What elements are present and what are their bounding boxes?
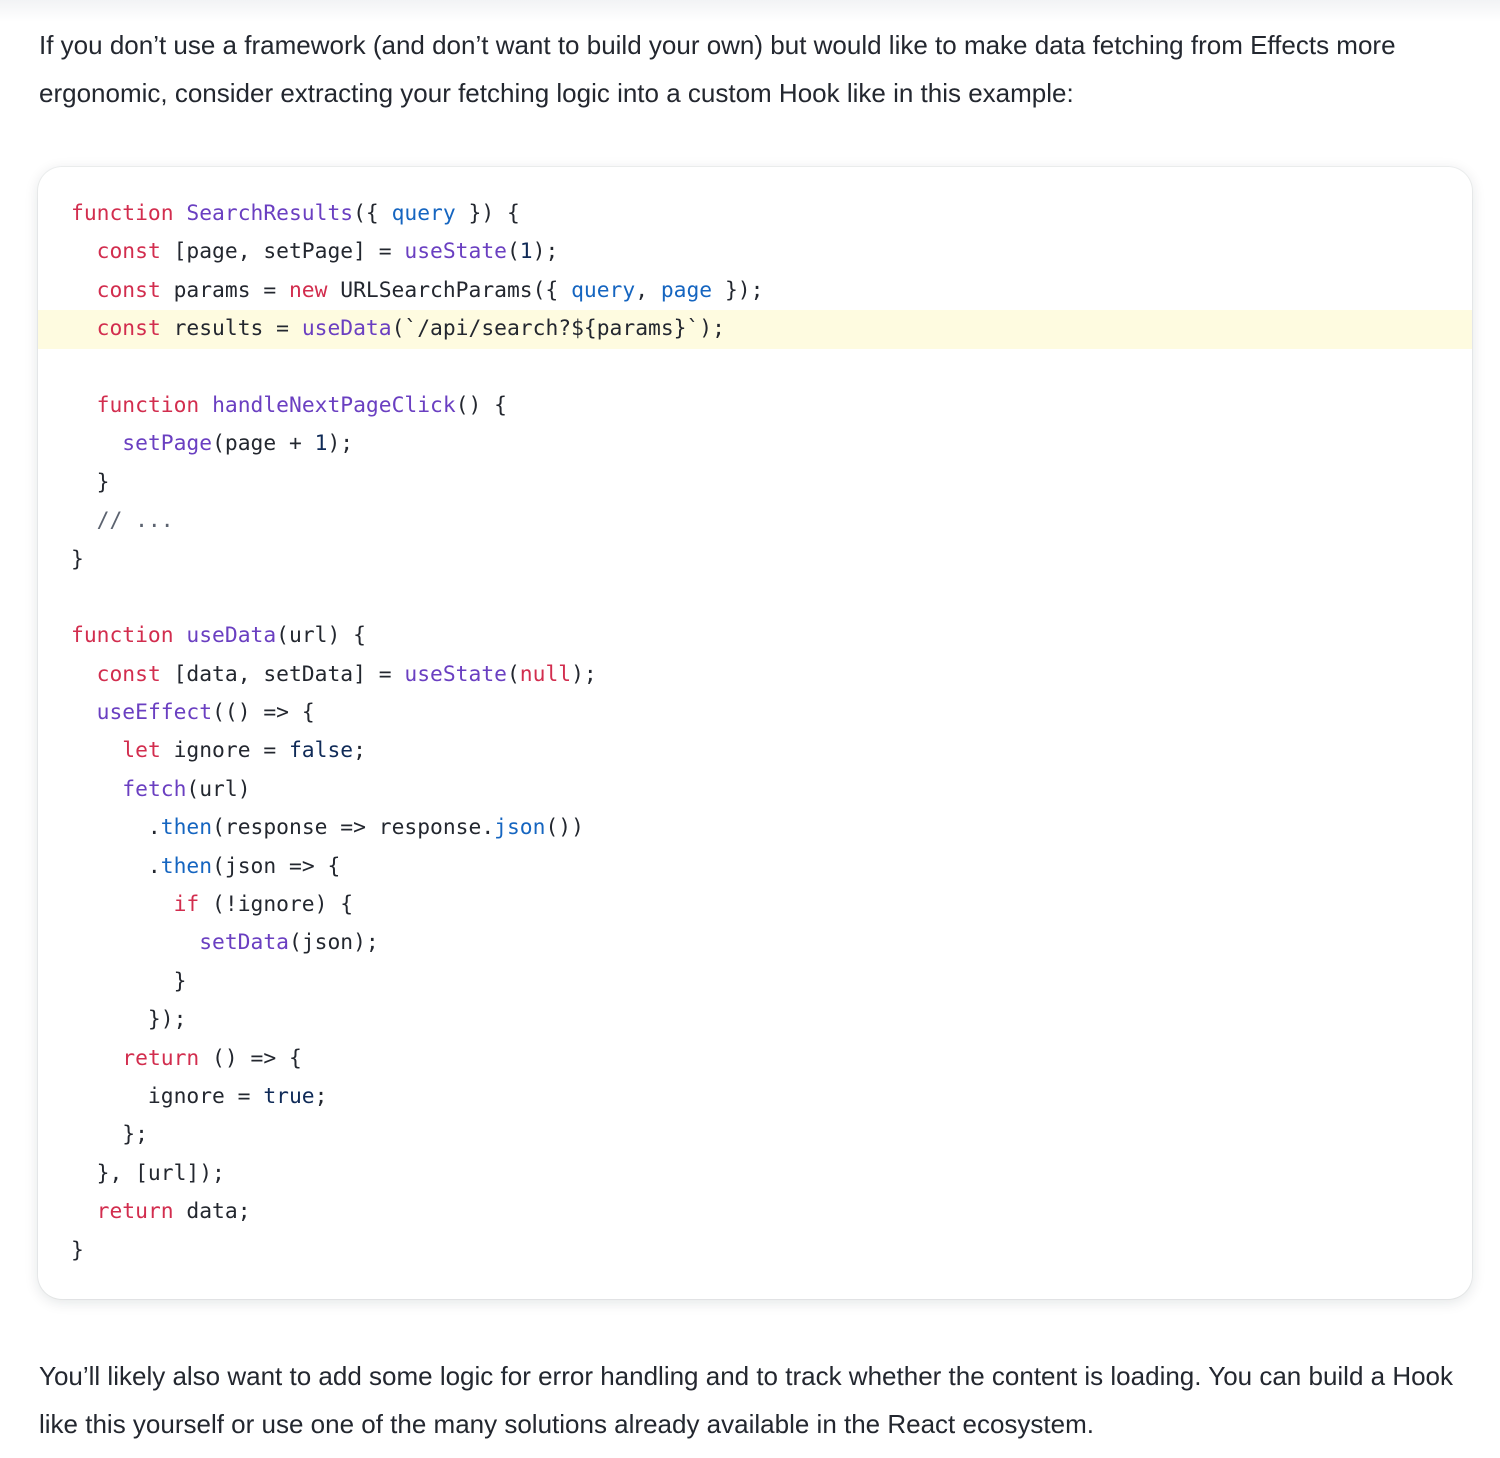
code-token: // ... [71, 508, 174, 534]
code-token [71, 1199, 97, 1224]
code-line [38, 886, 1472, 924]
code-token: then [160, 815, 213, 841]
code-token: (`/api/search?${params}`); [391, 316, 725, 342]
code-token [71, 892, 174, 917]
code-token: json [494, 815, 546, 841]
code-line [38, 1001, 1472, 1039]
code-token: 1 [314, 431, 328, 457]
code-token: } [71, 1237, 84, 1263]
code-token: (page + [212, 431, 315, 457]
code-token: page [660, 277, 713, 303]
code-token: new [288, 277, 328, 303]
code-token: return [96, 1199, 174, 1225]
code-token [71, 393, 97, 418]
code-token [71, 431, 122, 456]
code-token: } [71, 546, 84, 572]
code-token: const [96, 661, 161, 687]
code-token: fetch [122, 776, 187, 802]
code-token: handleNextPageClick [212, 392, 456, 418]
code-token [71, 930, 199, 955]
code-block [38, 167, 1472, 1299]
code-line [38, 502, 1472, 540]
code-line [38, 1040, 1472, 1078]
code-token: query [571, 277, 636, 303]
code-token: useEffect [96, 700, 213, 726]
code-token: ignore = [160, 738, 289, 764]
code-token: SearchResults [186, 201, 354, 226]
code-token: }); [71, 1007, 187, 1033]
code-token: URLSearchParams({ [327, 277, 572, 303]
code-token [174, 623, 187, 648]
code-token: (response => response. [212, 815, 495, 841]
code-token: const [96, 277, 161, 303]
code-token: useData [186, 623, 277, 649]
code-line [38, 1078, 1472, 1116]
code-token [71, 278, 97, 303]
code-line [38, 349, 1472, 387]
code-token: const [96, 316, 161, 342]
code-token: query [391, 201, 456, 226]
code-token: } [71, 469, 110, 495]
code-token: let [122, 738, 161, 764]
code-line [38, 848, 1472, 886]
code-token [71, 662, 97, 687]
code-line [38, 464, 1472, 502]
code-token: params = [160, 277, 289, 303]
code-token: function [71, 623, 174, 649]
code-line [38, 617, 1472, 655]
code-token: }); [712, 277, 764, 303]
code-line [38, 579, 1472, 617]
code-line [38, 809, 1472, 847]
code-line [38, 924, 1472, 962]
code-token: (() => { [212, 700, 315, 726]
code-lines [38, 195, 1472, 1270]
code-token: function [71, 201, 174, 226]
code-token [199, 393, 212, 418]
code-token: ; [353, 738, 366, 764]
code-token: const [96, 239, 161, 265]
code-token: (url) [186, 776, 251, 802]
code-token: , [635, 277, 661, 303]
code-token: 1 [519, 239, 533, 265]
code-token [71, 777, 122, 802]
code-token: data; [173, 1199, 251, 1225]
code-line [38, 1232, 1472, 1270]
code-line [38, 272, 1472, 310]
code-line [38, 195, 1472, 233]
code-token: null [519, 661, 572, 687]
intro-paragraph: If you don’t use a framework (and don’t want to build your own) but would like to make data fetching from Effects more ergonomic, consider extracting your fetching logic into a custom Hook like in this example: [39, 30, 1396, 108]
top-edge-shadow [0, 0, 1500, 22]
code-line [38, 771, 1472, 809]
code-token: useState [404, 661, 507, 687]
code-token [71, 738, 122, 763]
code-token: ({ [353, 201, 392, 226]
code-token [71, 239, 97, 264]
code-line [38, 233, 1472, 271]
code-line [38, 963, 1472, 1001]
code-token [174, 201, 187, 226]
code-token: } [71, 968, 187, 994]
code-token: return [122, 1045, 200, 1071]
code-token: }) { [455, 201, 520, 226]
code-token: ; [314, 1083, 328, 1109]
code-token: ()) [545, 815, 584, 841]
code-line [38, 1155, 1472, 1193]
code-token: }; [71, 1122, 148, 1148]
code-token: setPage [122, 431, 213, 457]
code-token: ignore = [71, 1083, 264, 1109]
code-line [38, 541, 1472, 579]
code-token: ); [327, 431, 354, 457]
code-token: if [173, 892, 200, 918]
code-token: (json); [288, 930, 379, 956]
code-line [38, 425, 1472, 463]
code-token: ( [506, 239, 520, 265]
code-token: ); [532, 239, 559, 265]
code-line [38, 387, 1472, 425]
code-token: useState [404, 239, 507, 265]
code-line [38, 1116, 1472, 1154]
code-line [38, 732, 1472, 770]
code-token [71, 316, 97, 341]
code-token: results = [160, 316, 302, 342]
code-line [38, 1193, 1472, 1231]
outro-paragraph: You’ll likely also want to add some logic for error handling and to track whether the content is loading. You can build a Hook like this yourself or use one of the many solutions already available in the React ecosystem. [39, 1361, 1454, 1439]
code-line [38, 694, 1472, 732]
code-token: useData [301, 316, 392, 342]
code-token: then [160, 853, 213, 879]
code-token: [page, setPage] = [160, 239, 405, 265]
code-token: (!ignore) { [199, 892, 354, 918]
code-token: function [96, 392, 200, 418]
code-token: () { [455, 392, 507, 418]
code-token: [data, setData] = [160, 661, 405, 687]
code-token: true [263, 1083, 315, 1109]
code-token [71, 700, 97, 725]
code-token: ); [571, 661, 597, 687]
code-token: . [71, 815, 161, 841]
code-token: setData [199, 930, 289, 956]
code-token: false [288, 738, 354, 764]
code-token: }, [url]); [71, 1160, 225, 1186]
code-line [38, 656, 1472, 694]
code-token: () => { [199, 1045, 302, 1071]
code-token: ( [506, 661, 520, 687]
code-token: (json => { [212, 853, 341, 879]
code-token: . [71, 853, 161, 879]
highlighted-code-line [38, 310, 1472, 348]
code-token [71, 1046, 122, 1071]
code-token: (url) { [276, 623, 366, 649]
